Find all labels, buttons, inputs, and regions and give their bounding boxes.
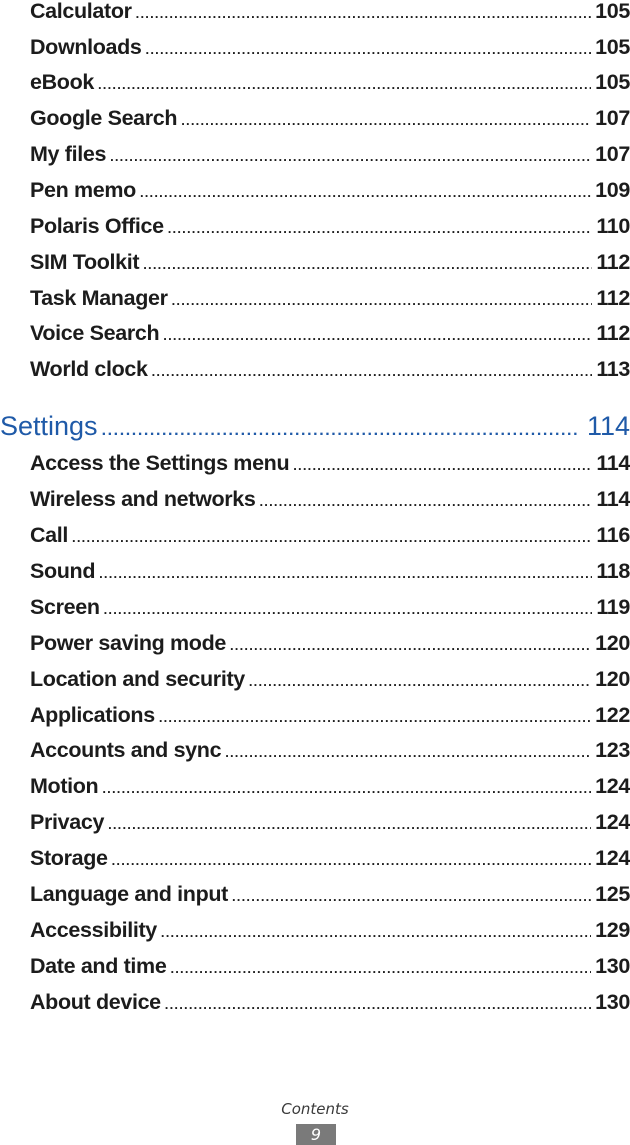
toc-entry-title: Downloads (30, 35, 142, 59)
toc-entry-title: Access the Settings menu (30, 451, 290, 475)
toc-entry-title: Date and time (30, 954, 167, 978)
toc-entry-page: 112 (596, 321, 630, 345)
toc-entry-title: Call (30, 523, 69, 547)
dot-leader (112, 854, 592, 867)
toc-entry-page: 112 (596, 250, 630, 274)
page-number: 9 (296, 1124, 336, 1145)
toc-entry-page: 125 (595, 882, 630, 906)
dot-leader (172, 294, 593, 307)
toc-entry-page: 114 (596, 487, 630, 511)
toc-section-title: Settings (0, 411, 98, 441)
toc-entry-pen-memo[interactable] (30, 180, 630, 202)
dot-leader (104, 603, 593, 616)
dot-leader (99, 567, 592, 580)
toc-entry-privacy[interactable] (30, 812, 630, 834)
toc-entry-page: 110 (596, 214, 630, 238)
toc-entry-polaris-office[interactable] (30, 216, 630, 238)
toc-entry-page: 129 (595, 918, 630, 942)
toc-entry-accounts-sync[interactable] (30, 740, 630, 762)
dot-leader (102, 782, 591, 795)
dot-leader (259, 495, 592, 508)
toc-entry-page: 105 (595, 70, 630, 94)
toc-entry-title: Power saving mode (30, 631, 226, 655)
toc-entry-title: World clock (30, 357, 148, 381)
dot-leader (102, 423, 579, 439)
dot-leader (136, 7, 592, 20)
toc-entry-title: SIM Toolkit (30, 250, 140, 274)
toc-entry-title: Accessibility (30, 918, 157, 942)
dot-leader (146, 43, 592, 56)
dot-leader (249, 675, 591, 688)
toc-entry-title: Sound (30, 559, 96, 583)
toc-entry-page: 118 (596, 559, 630, 583)
toc-entry-calculator[interactable] (30, 1, 630, 23)
toc-entry-title: Google Search (30, 106, 178, 130)
toc-entry-title: Polaris Office (30, 214, 164, 238)
toc-entry-applications[interactable] (30, 705, 630, 727)
toc-entry-google-search[interactable] (30, 108, 630, 130)
dot-leader (108, 818, 591, 831)
toc-entry-page: 107 (595, 106, 630, 130)
toc-entry-voice-search[interactable] (30, 323, 630, 345)
toc-entry-page: 120 (595, 667, 630, 691)
toc-entry-title: Calculator (30, 0, 132, 23)
dot-leader (98, 78, 591, 91)
toc-entry-power-saving-mode[interactable] (30, 633, 630, 655)
toc-entry-sim-toolkit[interactable] (30, 252, 630, 274)
toc-entry-page: 119 (596, 595, 630, 619)
toc-entry-title: Privacy (30, 810, 105, 834)
dot-leader (293, 459, 592, 472)
footer-label: Contents (281, 1100, 349, 1118)
toc-entry-task-manager[interactable] (30, 288, 630, 310)
dot-leader (168, 222, 593, 235)
dot-leader (230, 639, 591, 652)
dot-leader (72, 531, 592, 544)
toc-section-settings[interactable] (0, 413, 630, 440)
toc-entry-page: 105 (595, 0, 630, 23)
toc-entry-title: About device (30, 990, 161, 1014)
toc-section-page: 114 (586, 411, 630, 441)
toc-entry-title: Voice Search (30, 321, 160, 345)
toc-entry-my-files[interactable] (30, 144, 630, 166)
dot-leader (163, 329, 592, 342)
toc-entry-downloads[interactable] (30, 37, 630, 59)
dot-leader (159, 711, 591, 724)
toc-entry-title: Pen memo (30, 178, 136, 202)
toc-entry-title: Screen (30, 595, 100, 619)
toc-entry-page: 130 (595, 990, 630, 1014)
toc-entry-page: 116 (596, 523, 630, 547)
toc-entry-location-security[interactable] (30, 669, 630, 691)
toc-entry-title: eBook (30, 70, 94, 94)
toc-entry-world-clock[interactable] (30, 359, 630, 381)
toc-entry-page: 113 (596, 357, 630, 381)
toc-entry-date-time[interactable] (30, 956, 630, 978)
toc-entry-screen[interactable] (30, 597, 630, 619)
toc-entry-title: Wireless and networks (30, 487, 256, 511)
toc-entry-language-input[interactable] (30, 884, 630, 906)
toc-entry-accessibility[interactable] (30, 920, 630, 942)
dot-leader (165, 998, 591, 1011)
toc-entry-page: 105 (595, 35, 630, 59)
dot-leader (181, 114, 591, 127)
toc-entry-title: Motion (30, 774, 99, 798)
dot-leader (225, 746, 591, 759)
toc-entry-title: Storage (30, 846, 108, 870)
toc-entry-page: 124 (595, 774, 630, 798)
toc-entry-title: My files (30, 142, 107, 166)
dot-leader (161, 926, 591, 939)
toc-entry-title: Accounts and sync (30, 738, 222, 762)
toc-entry-page: 112 (596, 286, 630, 310)
dot-leader (170, 962, 591, 975)
dot-leader (143, 258, 592, 271)
dot-leader (140, 186, 591, 199)
toc-entry-title: Language and input (30, 882, 228, 906)
toc-entry-page: 124 (595, 810, 630, 834)
toc-entry-page: 120 (595, 631, 630, 655)
toc-entry-sound[interactable] (30, 561, 630, 583)
toc-entry-motion[interactable] (30, 776, 630, 798)
toc-entry-title: Location and security (30, 667, 245, 691)
dot-leader (110, 150, 591, 163)
toc-entry-page: 124 (595, 846, 630, 870)
toc-entry-about-device[interactable] (30, 992, 630, 1014)
toc-entry-page: 107 (595, 142, 630, 166)
toc-entry-title: Task Manager (30, 286, 168, 310)
toc-entry-page: 122 (595, 703, 630, 727)
toc-entry-page: 123 (595, 738, 630, 762)
toc-entry-call[interactable] (30, 525, 630, 547)
toc-entry-ebook[interactable] (30, 72, 630, 94)
dot-leader (152, 365, 593, 378)
toc-entry-wireless-networks[interactable] (30, 489, 630, 511)
toc-entry-page: 109 (595, 178, 630, 202)
toc-entry-storage[interactable] (30, 848, 630, 870)
toc-entry-page: 130 (595, 954, 630, 978)
toc-entry-page: 114 (596, 451, 630, 475)
toc-entry-title: Applications (30, 703, 155, 727)
dot-leader (232, 890, 591, 903)
toc-entry-access-settings-menu[interactable] (30, 453, 630, 475)
